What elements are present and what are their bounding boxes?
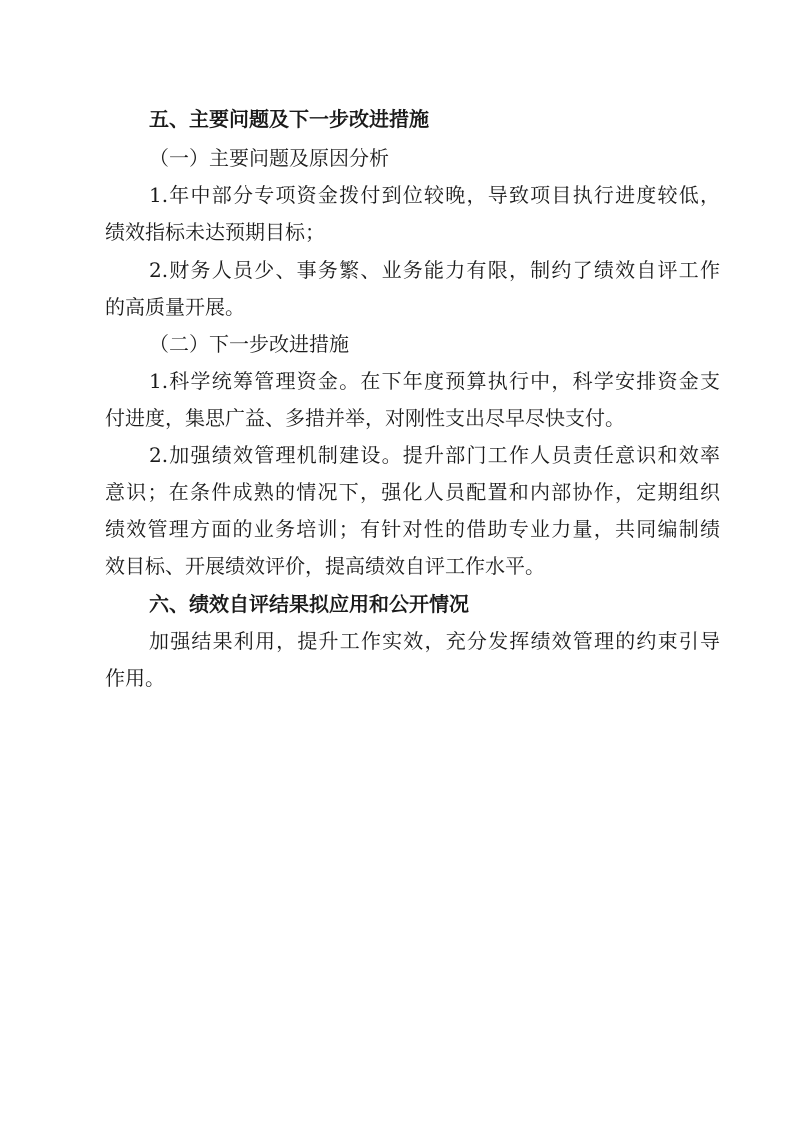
sub1-item1-line2: 绩效指标未达预期目标； (105, 220, 325, 244)
section6-para-line2: 作用。 (105, 666, 165, 690)
sub2-item2-line4: 效目标、开展绩效评价，提高绩效自评工作水平。 (105, 554, 545, 578)
sub2-item2-line2: 意识；在条件成熟的情况下，强化人员配置和内部协作，定期组织 (105, 480, 720, 504)
section-6-heading: 六、绩效自评结果拟应用和公开情况 (149, 592, 469, 616)
sub2-item2-line1: 2.加强绩效管理机制建设。提升部门工作人员责任意识和效率 (149, 443, 720, 467)
sub2-item1-line2: 付进度，集思广益、多措并举，对刚性支出尽早尽快支付。 (105, 406, 625, 430)
section-5-heading: 五、主要问题及下一步改进措施 (149, 107, 429, 131)
sub2-item1-line1: 1.科学统筹管理资金。在下年度预算执行中，科学安排资金支 (149, 369, 720, 393)
sub2-item2-line3: 绩效管理方面的业务培训；有针对性的借助专业力量，共同编制绩 (105, 517, 720, 541)
sub1-item2-line2: 的高质量开展。 (105, 295, 245, 319)
subsection-1-heading: （一）主要问题及原因分析 (149, 146, 389, 170)
sub1-item1-line1: 1.年中部分专项资金拨付到位较晚，导致项目执行进度较低， (149, 183, 720, 207)
section6-para-line1: 加强结果利用，提升工作实效，充分发挥绩效管理的约束引导 (149, 629, 720, 653)
subsection-2-heading: （二）下一步改进措施 (149, 332, 349, 356)
sub1-item2-line1: 2.财务人员少、事务繁、业务能力有限，制约了绩效自评工作 (149, 258, 720, 282)
